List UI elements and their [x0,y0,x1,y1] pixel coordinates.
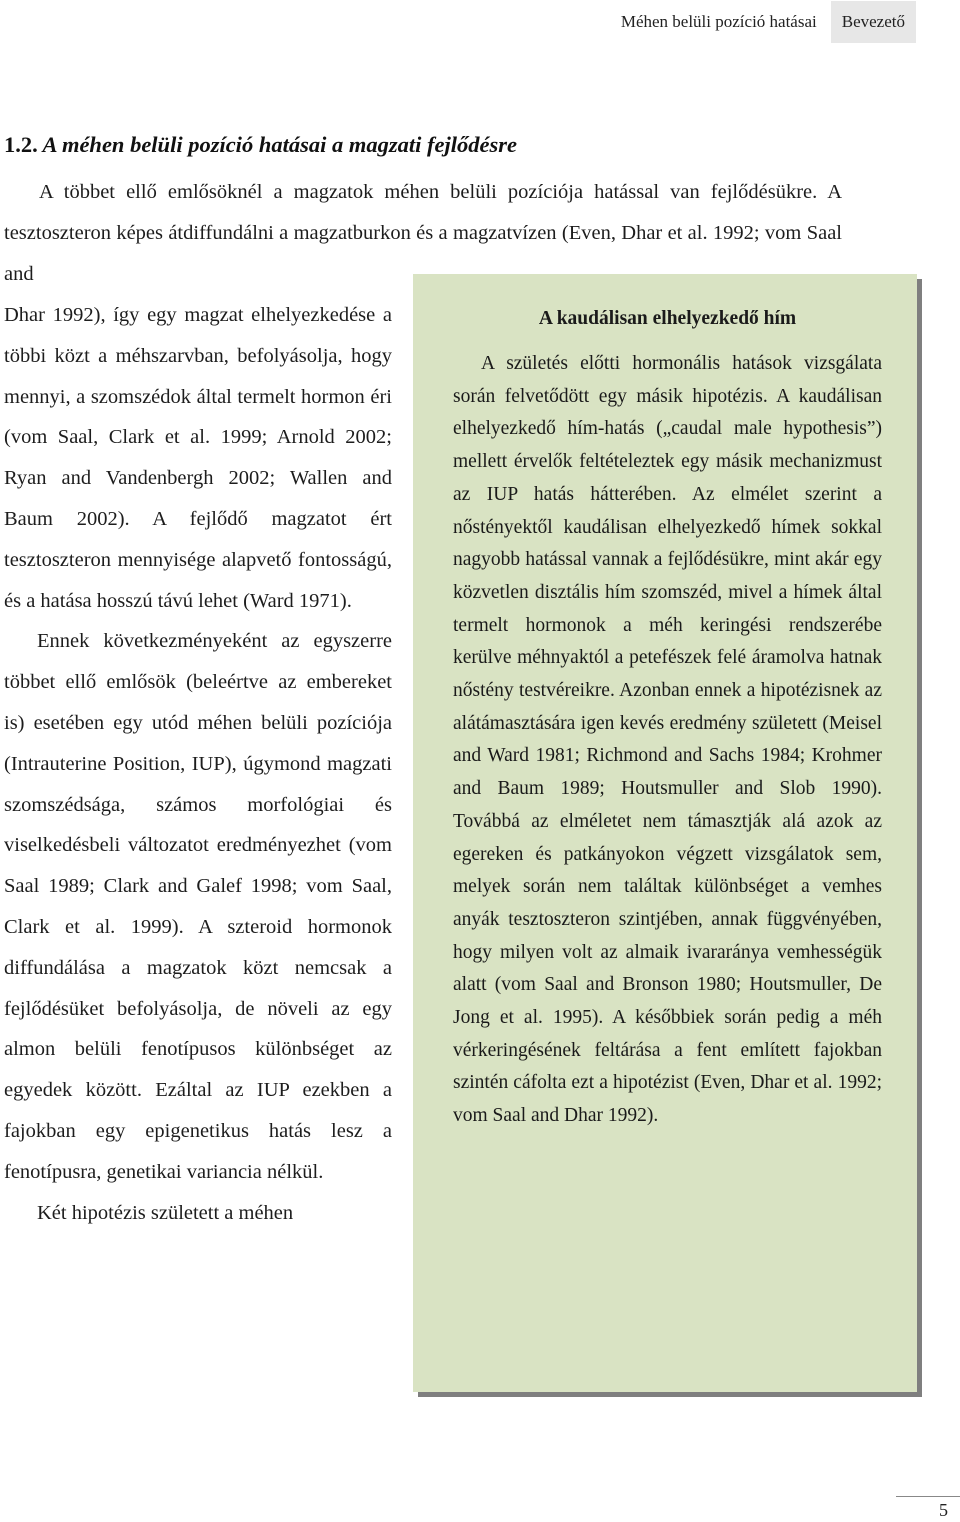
section-number: 1.2. [4,132,38,157]
paragraph-3: Két hipotézis született a méhen [37,1201,294,1224]
section-title: A méhen belüli pozíció hatásai a magzati fejlődésre [42,132,517,157]
paragraph-2: Ennek következményeként az egyszerre többet ellő emlősök (beleértve az embereket is) esetében egy utód méhen belüli pozíciója (Intrauterine Position, IUP), úgymond magzati szomszédsága, számos morfológiai és viselkedésbeli változatot eredményezhet (vom Saal 1989; Clark and Galef 1998; vom Saal, Clark et al. 1999). A szteroid hormonok diffundálása a magzatok közt nemcsak a fejlődésüket befolyásolja, de növeli az egy almon belüli fenotípusos különbséget az egyedek között. Ezáltal az IUP ezekben a fajokban egy epigenetikus hatás lesz a fenotípusra, genetikai variancia nélkül. [4,630,392,1183]
intro-paragraph: A többet ellő emlősöknél a magzatok méhen belüli pozíciója hatással van fejlődésükre. A tesztoszteron képes átdiffundálni a magzatburkon és a magzatvízen (Even, Dhar et al. 1992; vom Saal and [4,181,842,285]
left-column [4,295,392,1233]
page-header [607,0,916,44]
footer-rule [896,1496,960,1497]
page-number: 5 [939,1500,948,1520]
running-title: Méhen belüli pozíció hatásai [620,12,817,31]
paragraph-1: Dhar 1992), így egy magzat elhelyezkedése a többi közt a méhszarvban, befolyásolja, hogy mennyi, a szomszédok által termelt hormon éri (vom Saal, Clark et al. 1999; Arnold 2002; Ryan and Vandenbergh 2002; Wallen and Baum 2002). A fejlődő magzatot ért tesztoszteron mennyisége alapvető fontosságú, és a hatása hosszú távú lehet (Ward 1971). [4,304,392,612]
section-tab: Bevezető [831,1,916,43]
sidebar-body: A születés előtti hormonális hatások vizsgálata során felvetődött egy másik hipotézis. A kaudálisan elhelyezkedő hím-hatás („caudal male hypothesis”) mellett érvelők feltételeztek egy másik mechanizmust az IUP hatás hátterében. Az elmélet szerint a nőstényektől kaudálisan elhelyezkedő hímek sokkal nagyobb hatással vannak a fejlődésükre, mint akár egy közvetlen disztális hím szomszéd, mivel a hímek által termelt hormonok a méh keringési rendszerébe kerülve méhnyaktól a petefészek felé áramolva hatnak nőstény testvéreikre. Azonban ennek a hipotézisnek az alátámasztására igen kevés eredmény született (Meisel and Ward 1981; Richmond and Sachs 1984; Krohmer and Baum 1989; Houtsmuller and Slob 1990). Továbbá az elméletet nem támasztják alá azok az egereken és patkányokon végzett vizsgálatok sem, melyek során nem találtak különbséget a vemhes anyák tesztoszteron szintjében, annak függvényében, hogy milyen volt az almaik ivararánya vemhességük alatt (vom Saal and Bronson 1980; Houtsmuller, De Jong et al. 1995). A későbbiek során pedig a méh vérkeringésének feltárása a fent említett fajokban szintén cáfolta ezt a hipotézist (Even, Dhar et al. 1992; vom Saal and Dhar 1992). [453,353,882,1127]
section-heading [4,132,517,158]
sidebar-box [413,274,917,1392]
sidebar-title: A kaudálisan elhelyezkedő hím [538,308,797,329]
